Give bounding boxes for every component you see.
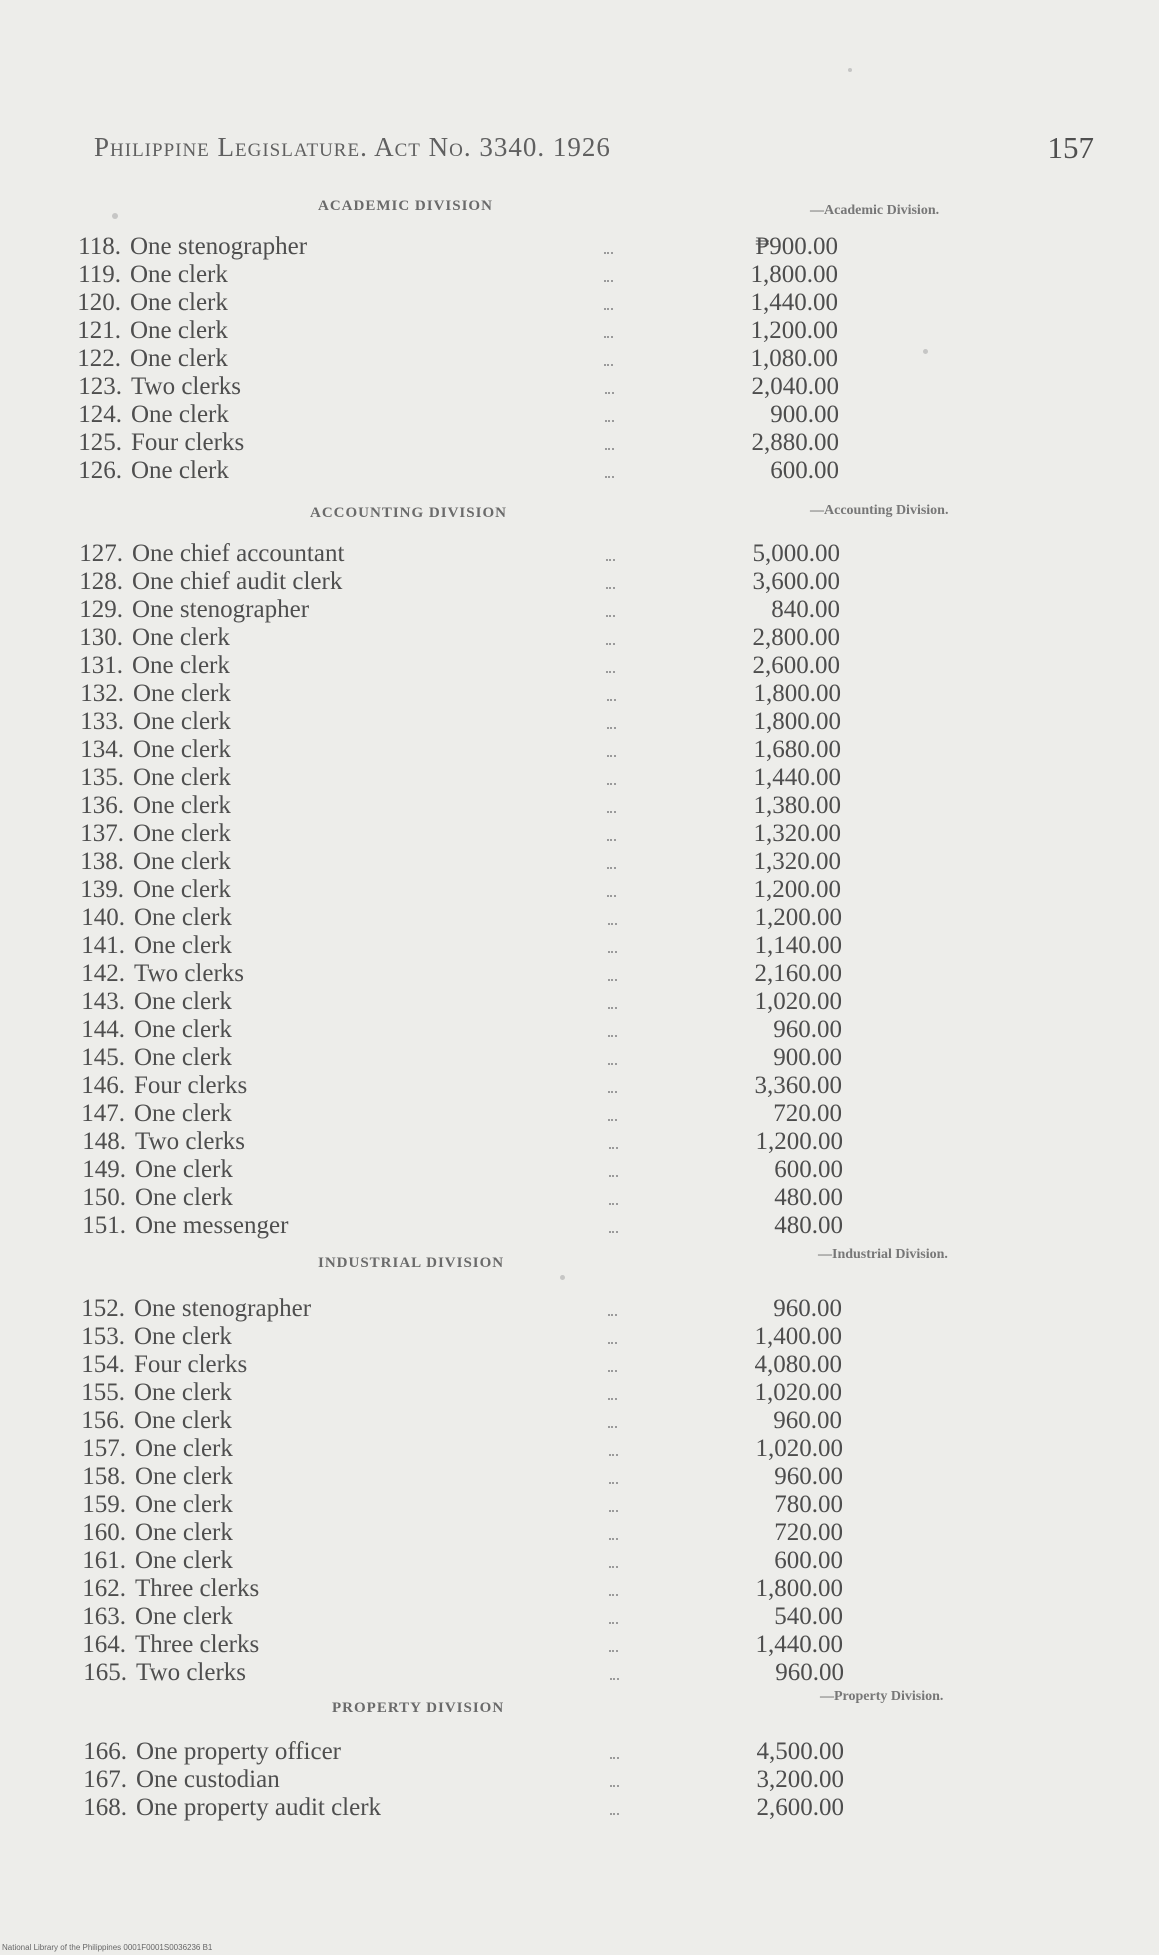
position-description: One clerk bbox=[130, 345, 228, 372]
salary-entry bbox=[59, 401, 849, 429]
item-number: 131. bbox=[79, 652, 123, 679]
salary-entry bbox=[63, 1435, 853, 1463]
salary-amount: 780.00 bbox=[774, 1491, 843, 1518]
position-description: One clerk bbox=[133, 820, 231, 847]
salary-entry bbox=[61, 792, 851, 820]
item-number: 121. bbox=[77, 317, 121, 344]
item-number: 145. bbox=[81, 1044, 125, 1071]
salary-amount: 1,200.00 bbox=[750, 317, 838, 344]
salary-entry bbox=[60, 624, 850, 652]
item-number: 143. bbox=[81, 988, 125, 1015]
salary-entry bbox=[64, 1659, 854, 1687]
paper-speck bbox=[923, 349, 928, 354]
salary-amount: 1,200.00 bbox=[754, 904, 842, 931]
leader-dots bbox=[605, 418, 614, 422]
salary-amount: 480.00 bbox=[774, 1212, 843, 1239]
item-number: 137. bbox=[80, 820, 124, 847]
position-description: One clerk bbox=[135, 1491, 233, 1518]
position-description: One clerk bbox=[134, 1407, 232, 1434]
margin-note: —Industrial Division. bbox=[818, 1247, 948, 1262]
position-description: One clerk bbox=[133, 848, 231, 875]
salary-amount: 3,200.00 bbox=[756, 1766, 844, 1793]
margin-note: —Academic Division. bbox=[810, 203, 940, 218]
item-number: 130. bbox=[79, 624, 123, 651]
salary-amount: 600.00 bbox=[774, 1156, 843, 1183]
salary-amount: 960.00 bbox=[775, 1659, 844, 1686]
item-number: 134. bbox=[80, 736, 124, 763]
position-description: One chief accountant bbox=[132, 540, 345, 567]
salary-entry bbox=[62, 1379, 852, 1407]
salary-entry bbox=[62, 904, 852, 932]
salary-amount: 2,800.00 bbox=[752, 624, 840, 651]
item-number: 159. bbox=[82, 1491, 126, 1518]
item-number: 156. bbox=[81, 1407, 125, 1434]
item-number: 155. bbox=[81, 1379, 125, 1406]
leader-dots bbox=[607, 697, 616, 701]
salary-amount: 2,880.00 bbox=[751, 429, 839, 456]
position-description: One clerk bbox=[135, 1184, 233, 1211]
item-number: 136. bbox=[80, 792, 124, 819]
item-number: 135. bbox=[80, 764, 124, 791]
salary-entry bbox=[62, 988, 852, 1016]
salary-amount: 1,800.00 bbox=[753, 680, 841, 707]
item-number: 160. bbox=[82, 1519, 126, 1546]
salary-amount: 900.00 bbox=[773, 1044, 842, 1071]
leader-dots bbox=[610, 1783, 619, 1787]
salary-amount: 2,040.00 bbox=[751, 373, 839, 400]
item-number: 124. bbox=[78, 401, 122, 428]
salary-entry bbox=[61, 736, 851, 764]
salary-amount: 1,200.00 bbox=[755, 1128, 843, 1155]
leader-dots bbox=[610, 1755, 619, 1759]
position-description: One clerk bbox=[133, 792, 231, 819]
salary-entry bbox=[62, 1351, 852, 1379]
leader-dots bbox=[604, 362, 613, 366]
position-description: One stenographer bbox=[134, 1295, 312, 1322]
leader-dots bbox=[605, 474, 614, 478]
item-number: 164. bbox=[82, 1631, 126, 1658]
leader-dots bbox=[606, 557, 615, 561]
salary-entry bbox=[59, 429, 849, 457]
leader-dots bbox=[609, 1145, 618, 1149]
item-number: 120. bbox=[77, 289, 121, 316]
salary-entry bbox=[63, 1212, 853, 1240]
leader-dots bbox=[607, 837, 616, 841]
item-number: 151. bbox=[82, 1212, 126, 1239]
salary-amount: 3,360.00 bbox=[754, 1072, 842, 1099]
position-description: Three clerks bbox=[135, 1575, 260, 1602]
margin-note: —Property Division. bbox=[820, 1689, 944, 1704]
salary-entry bbox=[64, 1794, 854, 1822]
item-number: 153. bbox=[81, 1323, 125, 1350]
page-header bbox=[94, 132, 1094, 172]
position-description: Four clerks bbox=[131, 429, 245, 456]
salary-entry bbox=[61, 708, 851, 736]
salary-amount: 480.00 bbox=[774, 1184, 843, 1211]
salary-amount: 900.00 bbox=[770, 401, 839, 428]
salary-amount: 1,800.00 bbox=[750, 261, 838, 288]
position-description: One clerk bbox=[133, 876, 231, 903]
leader-dots bbox=[608, 1368, 617, 1372]
salary-entry bbox=[61, 820, 851, 848]
leader-dots bbox=[607, 809, 616, 813]
item-number: 128. bbox=[79, 568, 123, 595]
leader-dots bbox=[609, 1173, 618, 1177]
salary-entry bbox=[59, 373, 849, 401]
leader-dots bbox=[608, 1061, 617, 1065]
salary-entry bbox=[58, 233, 848, 261]
salary-amount: 960.00 bbox=[773, 1407, 842, 1434]
salary-amount: ₱900.00 bbox=[755, 233, 838, 260]
page-number: 157 bbox=[1047, 130, 1094, 165]
position-description: One clerk bbox=[135, 1603, 233, 1630]
item-number: 138. bbox=[80, 848, 124, 875]
section-title: ACCOUNTING DIVISION bbox=[310, 505, 507, 521]
salary-entry bbox=[59, 457, 849, 485]
position-description: One custodian bbox=[136, 1766, 280, 1793]
salary-amount: 960.00 bbox=[774, 1463, 843, 1490]
leader-dots bbox=[604, 278, 613, 282]
salary-entry bbox=[61, 764, 851, 792]
salary-entry bbox=[63, 1184, 853, 1212]
leader-dots bbox=[606, 585, 615, 589]
salary-entry bbox=[64, 1738, 854, 1766]
salary-entry bbox=[60, 652, 850, 680]
salary-entry bbox=[61, 680, 851, 708]
salary-amount: 1,140.00 bbox=[754, 932, 842, 959]
item-number: 144. bbox=[81, 1016, 125, 1043]
salary-entry bbox=[63, 1519, 853, 1547]
position-description: One clerk bbox=[134, 1016, 232, 1043]
salary-amount: 1,200.00 bbox=[753, 876, 841, 903]
leader-dots bbox=[609, 1564, 618, 1568]
item-number: 123. bbox=[78, 373, 122, 400]
item-number: 122. bbox=[77, 345, 121, 372]
item-number: 158. bbox=[82, 1463, 126, 1490]
position-description: One clerk bbox=[134, 1044, 232, 1071]
salary-entry bbox=[62, 1323, 852, 1351]
leader-dots bbox=[605, 446, 614, 450]
salary-entry bbox=[58, 317, 848, 345]
leader-dots bbox=[609, 1201, 618, 1205]
salary-entry bbox=[63, 1491, 853, 1519]
salary-amount: 1,320.00 bbox=[753, 848, 841, 875]
leader-dots bbox=[610, 1676, 619, 1680]
position-description: One chief audit clerk bbox=[132, 568, 343, 595]
item-number: 140. bbox=[81, 904, 125, 931]
position-description: One clerk bbox=[132, 652, 230, 679]
item-number: 133. bbox=[80, 708, 124, 735]
position-description: One clerk bbox=[133, 708, 231, 735]
position-description: Two clerks bbox=[131, 373, 242, 400]
paper-speck bbox=[560, 1275, 565, 1280]
item-number: 167. bbox=[83, 1766, 127, 1793]
salary-amount: 1,440.00 bbox=[750, 289, 838, 316]
leader-dots bbox=[607, 893, 616, 897]
item-number: 157. bbox=[82, 1435, 126, 1462]
position-description: One clerk bbox=[134, 904, 232, 931]
position-description: Four clerks bbox=[134, 1351, 248, 1378]
salary-entry bbox=[63, 1575, 853, 1603]
position-description: One clerk bbox=[135, 1547, 233, 1574]
item-number: 141. bbox=[81, 932, 125, 959]
item-number: 150. bbox=[82, 1184, 126, 1211]
position-description: One clerk bbox=[133, 764, 231, 791]
leader-dots bbox=[608, 1396, 617, 1400]
position-description: One clerk bbox=[135, 1519, 233, 1546]
item-number: 152. bbox=[81, 1295, 125, 1322]
salary-entry bbox=[62, 1016, 852, 1044]
position-description: One property officer bbox=[136, 1738, 342, 1765]
position-description: One clerk bbox=[133, 680, 231, 707]
running-head: Philippine Legislature. Act No. 3340. 1926 bbox=[94, 132, 611, 162]
salary-entry bbox=[64, 1766, 854, 1794]
position-description: Four clerks bbox=[134, 1072, 248, 1099]
paper-speck bbox=[848, 68, 852, 72]
leader-dots bbox=[604, 334, 613, 338]
margin-note: —Accounting Division. bbox=[810, 503, 949, 518]
salary-entry bbox=[63, 1156, 853, 1184]
salary-amount: 1,020.00 bbox=[755, 1435, 843, 1462]
salary-amount: 1,440.00 bbox=[755, 1631, 843, 1658]
item-number: 163. bbox=[82, 1603, 126, 1630]
leader-dots bbox=[607, 781, 616, 785]
salary-entry bbox=[63, 1463, 853, 1491]
salary-amount: 5,000.00 bbox=[752, 540, 840, 567]
salary-amount: 2,600.00 bbox=[756, 1794, 844, 1821]
section-title: PROPERTY DIVISION bbox=[332, 1700, 505, 1716]
salary-amount: 4,500.00 bbox=[756, 1738, 844, 1765]
salary-entry bbox=[58, 261, 848, 289]
salary-amount: 960.00 bbox=[773, 1016, 842, 1043]
position-description: Two clerks bbox=[135, 1128, 246, 1155]
item-number: 149. bbox=[82, 1156, 126, 1183]
position-description: One clerk bbox=[133, 736, 231, 763]
salary-entry bbox=[62, 1044, 852, 1072]
position-description: One messenger bbox=[135, 1212, 289, 1239]
leader-dots bbox=[608, 1033, 617, 1037]
salary-entry bbox=[63, 1547, 853, 1575]
item-number: 129. bbox=[79, 596, 123, 623]
position-description: One clerk bbox=[134, 1379, 232, 1406]
position-description: One clerk bbox=[132, 624, 230, 651]
salary-amount: 1,440.00 bbox=[753, 764, 841, 791]
position-description: Two clerks bbox=[134, 960, 245, 987]
item-number: 148. bbox=[82, 1128, 126, 1155]
salary-amount: 1,380.00 bbox=[753, 792, 841, 819]
leader-dots bbox=[609, 1592, 618, 1596]
salary-amount: 3,600.00 bbox=[752, 568, 840, 595]
salary-amount: 1,020.00 bbox=[754, 1379, 842, 1406]
position-description: One clerk bbox=[130, 261, 228, 288]
salary-amount: 1,400.00 bbox=[754, 1323, 842, 1350]
leader-dots bbox=[607, 725, 616, 729]
item-number: 147. bbox=[81, 1100, 125, 1127]
item-number: 165. bbox=[83, 1659, 127, 1686]
item-number: 161. bbox=[82, 1547, 126, 1574]
leader-dots bbox=[608, 977, 617, 981]
salary-amount: 960.00 bbox=[773, 1295, 842, 1322]
leader-dots bbox=[606, 669, 615, 673]
item-number: 146. bbox=[81, 1072, 125, 1099]
item-number: 132. bbox=[80, 680, 124, 707]
leader-dots bbox=[610, 1811, 619, 1815]
salary-amount: 4,080.00 bbox=[754, 1351, 842, 1378]
salary-entry bbox=[62, 1100, 852, 1128]
salary-amount: 2,600.00 bbox=[752, 652, 840, 679]
item-number: 127. bbox=[79, 540, 123, 567]
salary-entry bbox=[63, 1631, 853, 1659]
item-number: 166. bbox=[83, 1738, 127, 1765]
salary-amount: 840.00 bbox=[771, 596, 840, 623]
salary-entry bbox=[62, 960, 852, 988]
position-description: One clerk bbox=[131, 457, 229, 484]
leader-dots bbox=[606, 613, 615, 617]
leader-dots bbox=[605, 390, 614, 394]
leader-dots bbox=[609, 1620, 618, 1624]
salary-amount: 2,160.00 bbox=[754, 960, 842, 987]
leader-dots bbox=[608, 921, 617, 925]
salary-amount: 600.00 bbox=[774, 1547, 843, 1574]
position-description: One clerk bbox=[134, 932, 232, 959]
position-description: One clerk bbox=[130, 289, 228, 316]
salary-amount: 1,020.00 bbox=[754, 988, 842, 1015]
position-description: One property audit clerk bbox=[136, 1794, 382, 1821]
salary-entry bbox=[60, 596, 850, 624]
position-description: One clerk bbox=[134, 1100, 232, 1127]
salary-amount: 1,680.00 bbox=[753, 736, 841, 763]
item-number: 119. bbox=[78, 261, 121, 288]
item-number: 125. bbox=[78, 429, 122, 456]
salary-amount: 1,800.00 bbox=[755, 1575, 843, 1602]
leader-dots bbox=[606, 641, 615, 645]
leader-dots bbox=[608, 949, 617, 953]
leader-dots bbox=[609, 1536, 618, 1540]
position-description: One clerk bbox=[134, 988, 232, 1015]
salary-amount: 1,320.00 bbox=[753, 820, 841, 847]
leader-dots bbox=[609, 1480, 618, 1484]
salary-entry bbox=[60, 568, 850, 596]
salary-entry bbox=[63, 1603, 853, 1631]
salary-amount: 600.00 bbox=[770, 457, 839, 484]
item-number: 142. bbox=[81, 960, 125, 987]
position-description: Two clerks bbox=[136, 1659, 247, 1686]
salary-entry bbox=[62, 932, 852, 960]
item-number: 168. bbox=[83, 1794, 127, 1821]
section-title: ACADEMIC DIVISION bbox=[318, 198, 493, 214]
leader-dots bbox=[609, 1452, 618, 1456]
salary-entry bbox=[62, 1072, 852, 1100]
scan-footer: National Library of the Philippines 0001F0001S0036236 B1 bbox=[2, 1943, 213, 1952]
item-number: 118. bbox=[78, 233, 121, 260]
leader-dots bbox=[608, 1424, 617, 1428]
salary-entry bbox=[61, 876, 851, 904]
leader-dots bbox=[608, 1117, 617, 1121]
salary-entry bbox=[62, 1295, 852, 1323]
leader-dots bbox=[604, 306, 613, 310]
leader-dots bbox=[608, 1089, 617, 1093]
leader-dots bbox=[608, 1312, 617, 1316]
paper-speck bbox=[112, 213, 118, 219]
leader-dots bbox=[608, 1340, 617, 1344]
salary-entry bbox=[58, 345, 848, 373]
item-number: 154. bbox=[81, 1351, 125, 1378]
salary-entry bbox=[58, 289, 848, 317]
position-description: One stenographer bbox=[132, 596, 310, 623]
salary-amount: 720.00 bbox=[773, 1100, 842, 1127]
position-description: One stenographer bbox=[130, 233, 308, 260]
leader-dots bbox=[604, 250, 613, 254]
leader-dots bbox=[609, 1508, 618, 1512]
position-description: One clerk bbox=[130, 317, 228, 344]
position-description: Three clerks bbox=[135, 1631, 260, 1658]
salary-amount: 1,800.00 bbox=[753, 708, 841, 735]
salary-entry bbox=[62, 1407, 852, 1435]
position-description: One clerk bbox=[135, 1156, 233, 1183]
salary-amount: 720.00 bbox=[774, 1519, 843, 1546]
position-description: One clerk bbox=[131, 401, 229, 428]
section-title: INDUSTRIAL DIVISION bbox=[318, 1255, 505, 1271]
position-description: One clerk bbox=[135, 1463, 233, 1490]
item-number: 139. bbox=[80, 876, 124, 903]
salary-entry bbox=[61, 848, 851, 876]
position-description: One clerk bbox=[135, 1435, 233, 1462]
salary-entry bbox=[60, 540, 850, 568]
leader-dots bbox=[607, 865, 616, 869]
leader-dots bbox=[609, 1648, 618, 1652]
salary-amount: 1,080.00 bbox=[750, 345, 838, 372]
leader-dots bbox=[608, 1005, 617, 1009]
leader-dots bbox=[607, 753, 616, 757]
salary-entry bbox=[63, 1128, 853, 1156]
salary-amount: 540.00 bbox=[774, 1603, 843, 1630]
item-number: 162. bbox=[82, 1575, 126, 1602]
leader-dots bbox=[609, 1229, 618, 1233]
position-description: One clerk bbox=[134, 1323, 232, 1350]
item-number: 126. bbox=[78, 457, 122, 484]
